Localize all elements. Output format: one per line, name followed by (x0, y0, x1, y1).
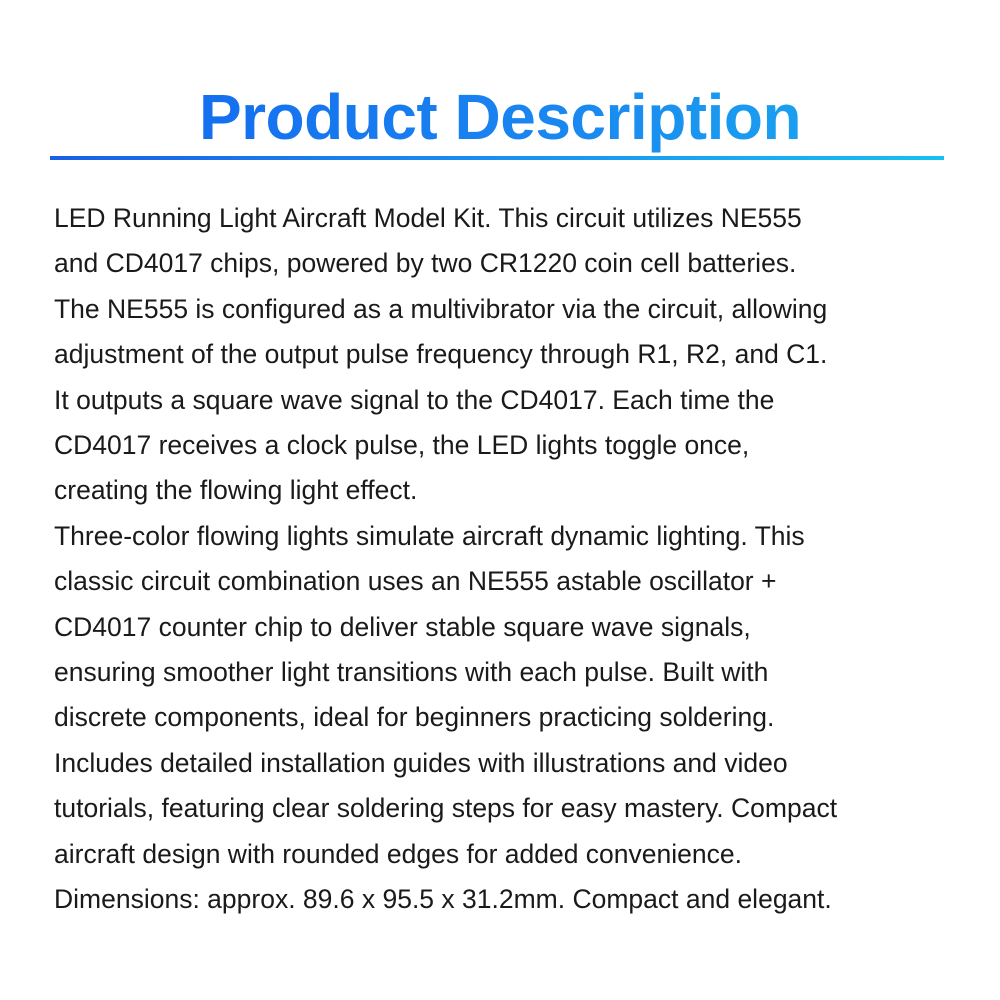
page-title: Product Description (0, 77, 1000, 157)
description-line: CD4017 receives a clock pulse, the LED lights toggle once, (54, 430, 750, 461)
description-line: and CD4017 chips, powered by two CR1220 coin cell batteries. (54, 248, 797, 279)
description-line: It outputs a square wave signal to the CD4017. Each time the (54, 384, 775, 415)
product-description (54, 196, 974, 923)
description-line: LED Running Light Aircraft Model Kit. This circuit utilizes NE555 (54, 203, 802, 233)
description-line: Dimensions: approx. 89.6 x 95.5 x 31.2mm. Compact and elegant. (54, 884, 832, 915)
description-line: classic circuit combination uses an NE555 astable oscillator + (54, 566, 777, 597)
description-line: Three-color flowing lights simulate aircraft dynamic lighting. This (54, 520, 805, 551)
description-line: creating the flowing light effect. (54, 475, 418, 506)
description-line: tutorials, featuring clear soldering steps for easy mastery. Compact (54, 793, 838, 824)
description-line: Includes detailed installation guides with illustrations and video (54, 747, 788, 778)
description-line: CD4017 counter chip to deliver stable square wave signals, (54, 611, 751, 642)
description-line: discrete components, ideal for beginners practicing soldering. (54, 702, 775, 733)
description-line: aircraft design with rounded edges for added convenience. (54, 838, 742, 869)
description-line: adjustment of the output pulse frequency through R1, R2, and C1. (54, 339, 828, 370)
title-divider (50, 156, 944, 160)
description-line: ensuring smoother light transitions with each pulse. Built with (54, 657, 769, 688)
description-line: The NE555 is configured as a multivibrator via the circuit, allowing (54, 293, 828, 324)
